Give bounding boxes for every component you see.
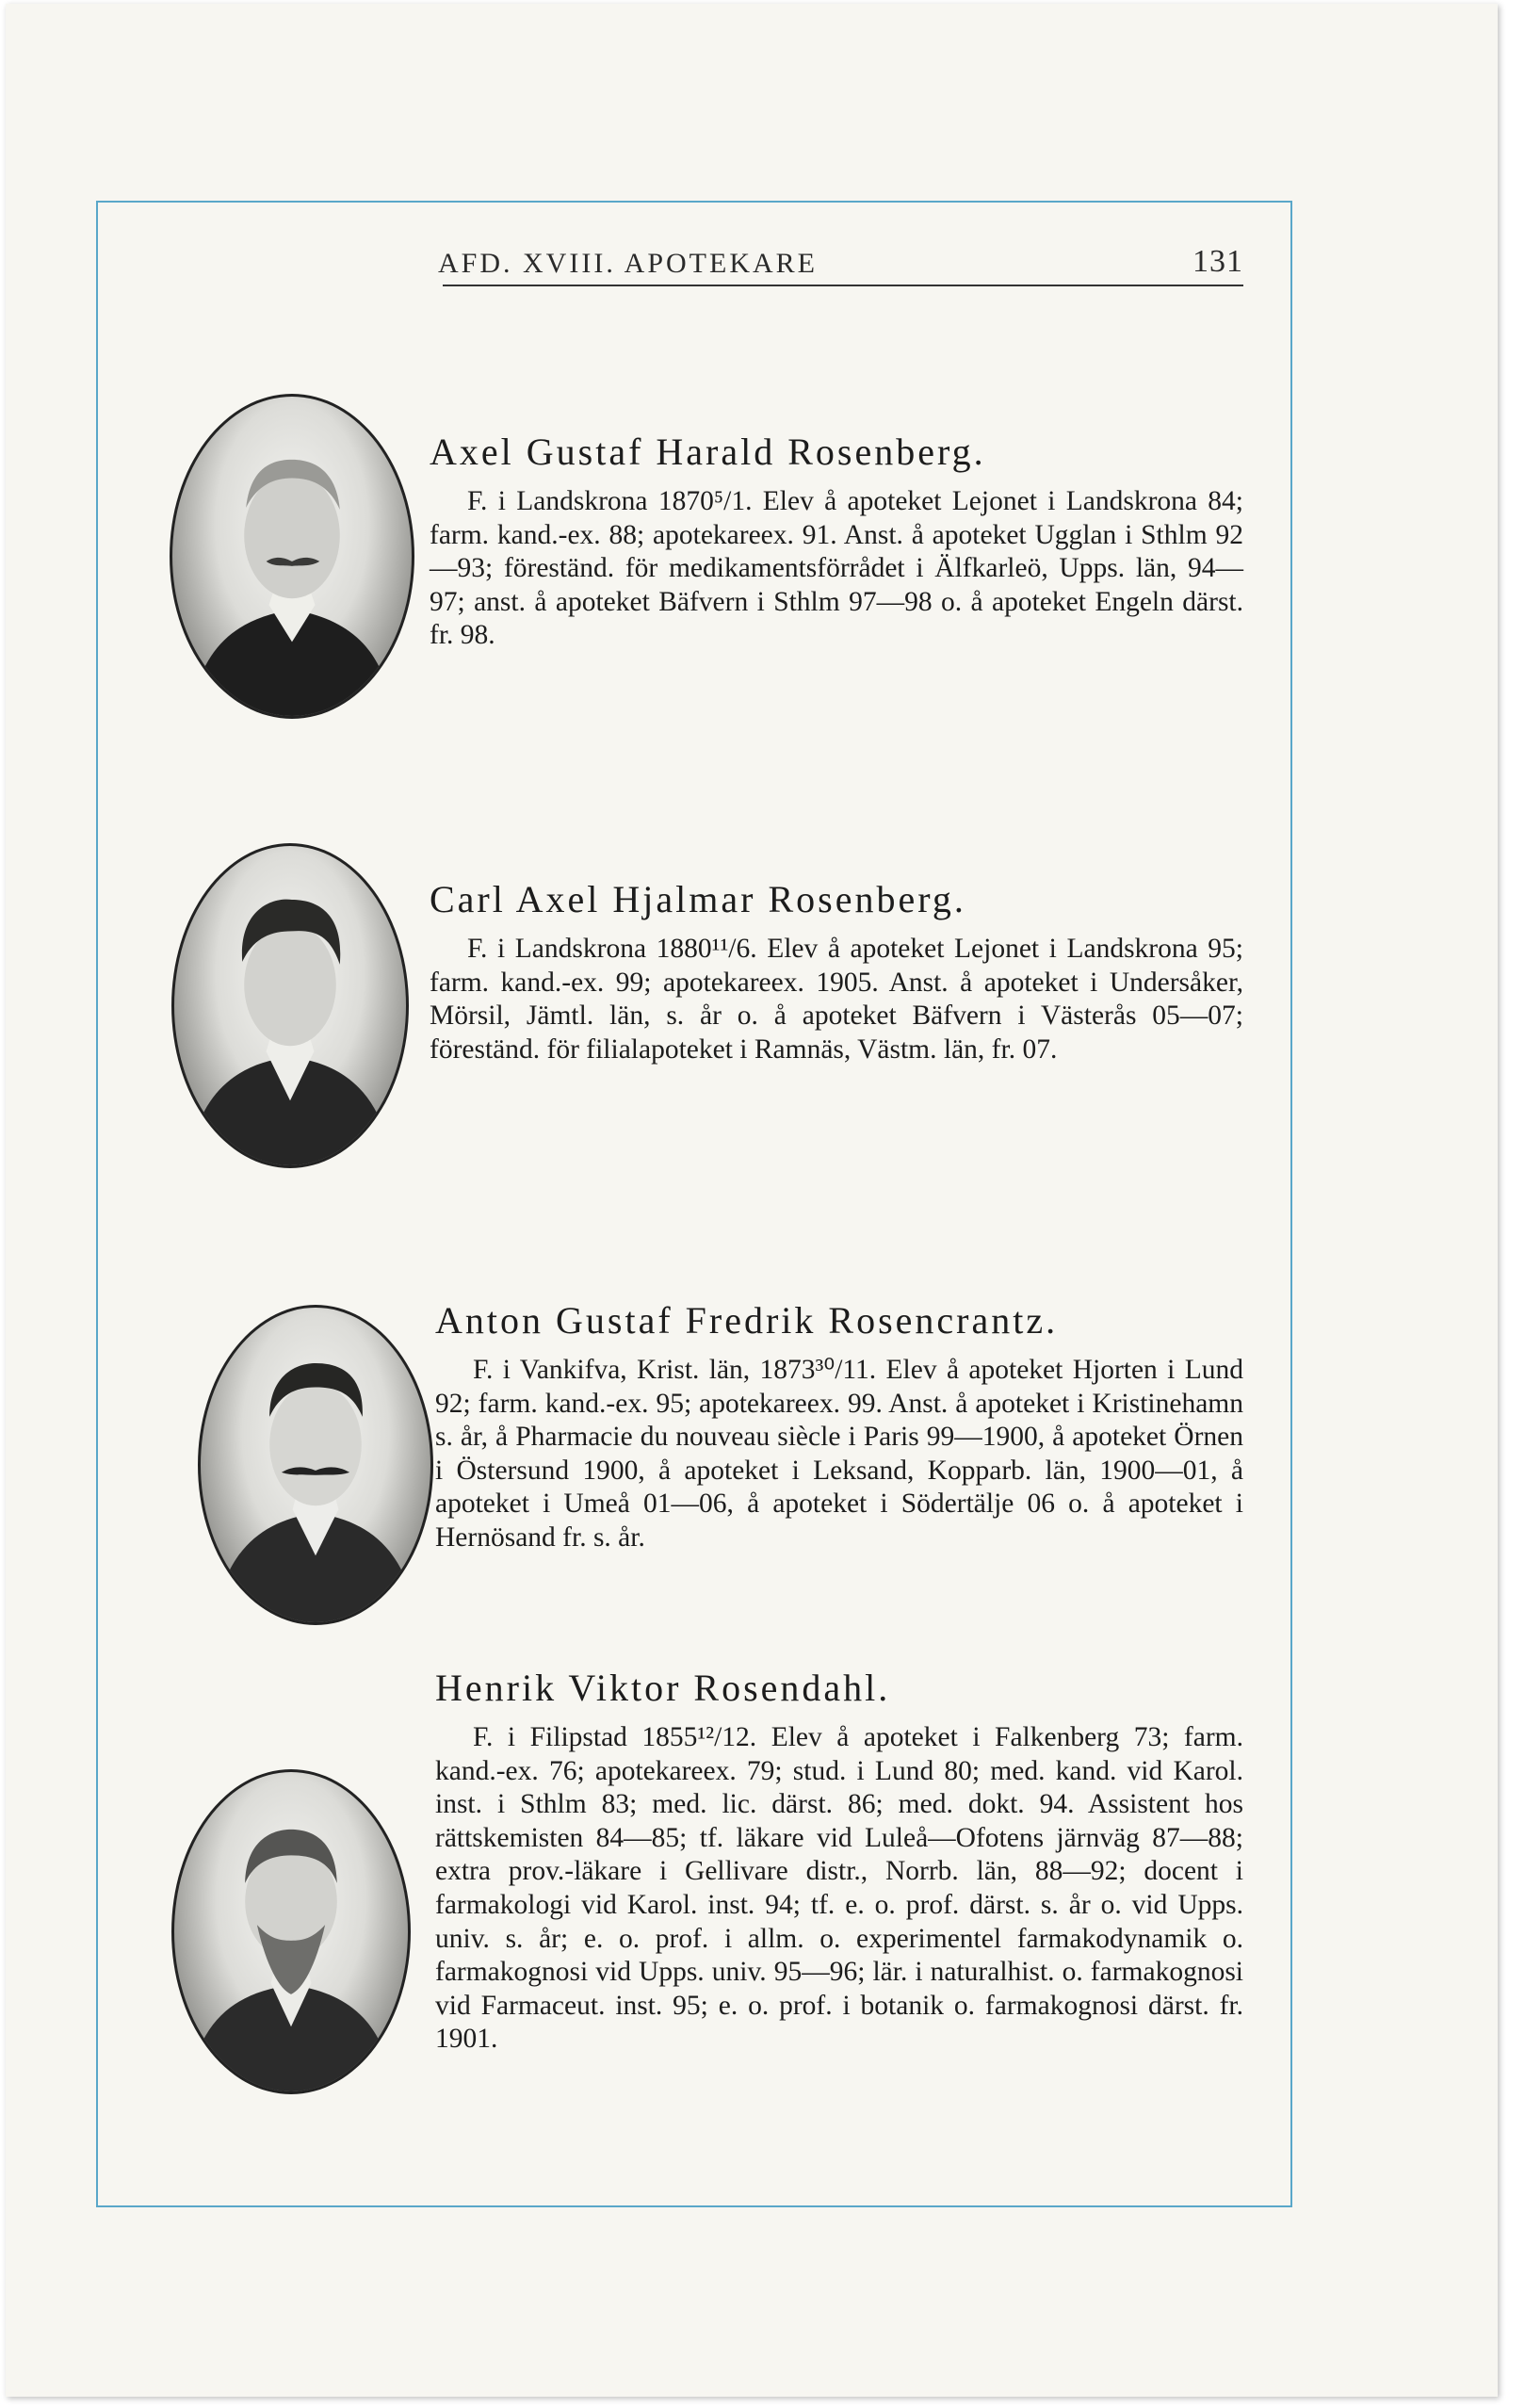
biography-entry bbox=[435, 1298, 1243, 1555]
running-header bbox=[438, 240, 1243, 287]
person-name: Carl Axel Hjalmar Rosenberg. bbox=[430, 878, 966, 920]
biography-text: F. i Vankifva, Krist. län, 1873³⁰/11. Elev å apoteket Hjorten i Lund 92; farm. kand.-ex. 95; apotekareex. 99. Anst. å apoteket i Kristinehamn s. år, å Pharmacie du nouveau siècle i Paris 99—1900, å apoteket Örnen i Östersund 1900, å apoteket i Leksand, Kopparb. län, 1900—01, å apoteket i Umeå 01—06, å apoteket i Södertälje 06 o. å apoteket i Hernösand fr. s. år. bbox=[435, 1355, 1243, 1553]
biography-text: F. i Landskrona 1880¹¹/6. Elev å apoteket Lejonet i Landskrona 95; farm. kand.-ex. 99; apotekareex. 1905. Anst. å apoteket i Undersåker, Mörsil, Jämtl. län, s. år o. å apoteket Bäfvern i Västerås 05—07; föreständ. för filialapoteket i Ramnäs, Västm. län, fr. 07. bbox=[430, 934, 1243, 1065]
portrait-photo bbox=[170, 394, 414, 719]
person-name: Anton Gustaf Fredrik Rosencrantz. bbox=[435, 1299, 1059, 1342]
biography-entry bbox=[430, 430, 1243, 653]
header-rule bbox=[443, 285, 1243, 286]
portrait-photo bbox=[171, 843, 409, 1168]
biography-text: F. i Landskrona 1870⁵/1. Elev å apoteket Lejonet i Landskrona 84; farm. kand.-ex. 88; apotekareex. 91. Anst. å apoteket Ugglan i Sthlm 92—93; föreständ. för medikamentsförrådet i Älfkarleö, Upps. län, 94—97; anst. å apoteket Bäfvern i Sthlm 97—98 o. å apoteket Engeln därst. fr. 98. bbox=[430, 486, 1243, 651]
person-name: Henrik Viktor Rosendahl. bbox=[435, 1667, 891, 1709]
biography-entry bbox=[435, 1666, 1243, 2057]
biography-text: F. i Filipstad 1855¹²/12. Elev å apoteket i Falkenberg 73; farm. kand.-ex. 76; apotekareex. 79; stud. i Lund 80; med. kand. vid Karol. inst. i Sthlm 83; med. lic. därst. 86; med. dokt. 94. Assistent hos rättskemisten 84—85; tf. läkare vid Luleå—Ofotens järnväg 87—88; extra prov.-läkare i Gellivare distr., Norrb. län, 88—92; docent i farmakologi vid Karol. inst. 94; tf. e. o. prof. därst. s. år o. vid Upps. univ. s. år; e. o. prof. i allm. o. experimentel farmakodynamik o. farmakognosi vid Upps. univ. 95—96; lär. i naturalhist. o. farmakognosi vid Farmaceut. inst. 95; e. o. prof. i botanik o. farmakognosi därst. fr. 1901. bbox=[435, 1722, 1243, 2055]
biography-entry bbox=[430, 877, 1243, 1066]
section-title: AFD. XVIII. APOTEKARE bbox=[438, 248, 818, 279]
page-number: 131 bbox=[1192, 244, 1243, 279]
portrait-photo bbox=[198, 1305, 433, 1625]
portrait-photo bbox=[171, 1769, 411, 2094]
person-name: Axel Gustaf Harald Rosenberg. bbox=[430, 431, 986, 473]
